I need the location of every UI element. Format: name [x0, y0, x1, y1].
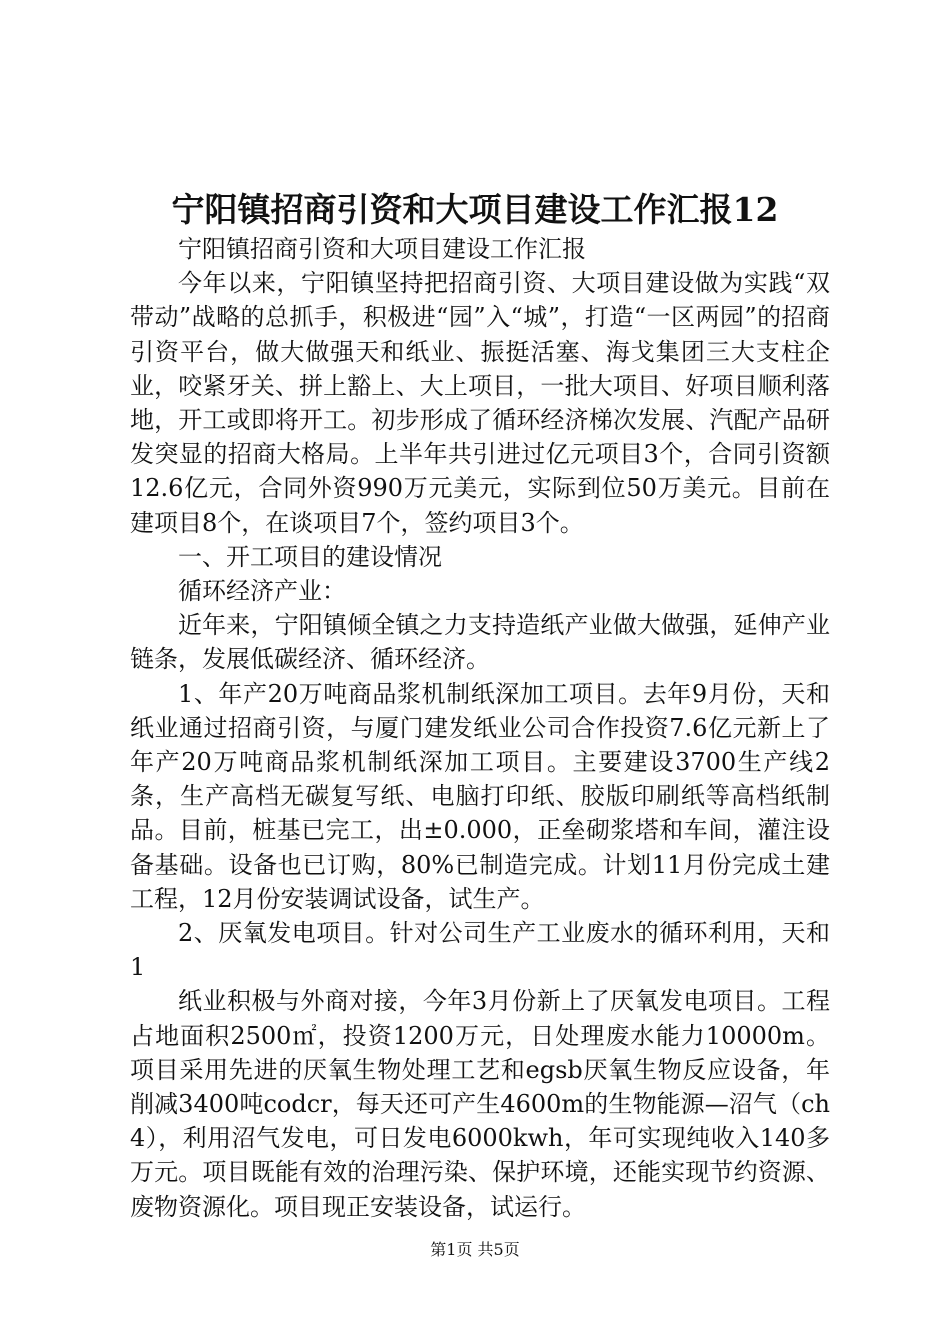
document-title: 宁阳镇招商引资和大项目建设工作汇报12	[171, 190, 779, 229]
paragraph-project-2-continued: 纸业积极与外商对接，今年3月份新上了厌氧发电项目。工程占地面积2500㎡，投资1200万元，日处理废水能力10000m。项目采用先进的厌氧生物处理工艺和egsb厌氧生物反应设备，年削减3400吨codcr，每天还可产生4600m的生物能源—沼气（ch4），利用沼气发电，可日发电6000kwh，年可实现纯收入140多万元。项目既能有效的治理污染、保护环境，还能实现节约资源、废物资源化。项目现正安装设备，试运行。	[130, 987, 830, 1221]
section-heading: 一、开工项目的建设情况	[178, 542, 442, 571]
paragraph-intro: 今年以来，宁阳镇坚持把招商引资、大项目建设做为实践“双带动”战略的总抓手，积极进“园”入“城”，打造“一区两园”的招商引资平台，做大做强天和纸业、振挺活塞、海戈集团三大支柱企业，咬紧牙关、拼上豁上、大上项目，一批大项目、好项目顺利落地，开工或即将开工。初步形成了循环经济梯次发展、汽配产品研发突显的招商大格局。上半年共引进过亿元项目3个，合同引资额12.6亿元，合同外资990万元美元，实际到位50万美元。目前在建项目8个，在谈项目7个，签约项目3个。	[130, 269, 830, 537]
page-footer: 第1页 共5页	[430, 1240, 520, 1259]
document-body	[130, 232, 830, 1224]
paragraph-circular-economy: 近年来，宁阳镇倾全镇之力支持造纸产业做大做强，延伸产业链条，发展低碳经济、循环经济。	[130, 611, 830, 674]
paragraph-project-1: 1、年产20万吨商品浆机制纸深加工项目。去年9月份，天和纸业通过招商引资，与厦门建发纸业公司合作投资7.6亿元新上了年产20万吨商品浆机制纸深加工项目。主要建设3700生产线2条，生产高档无碳复写纸、电脑打印纸、胶版印刷纸等高档纸制品。目前，桩基已完工，出±0.000，正垒砌浆塔和车间，灌注设备基础。设备也已订购，80%已制造完成。计划11月份完成土建工程，12月份安装调试设备，试生产。	[130, 679, 830, 913]
subsection-heading: 循环经济产业：	[178, 577, 346, 606]
paragraph-subtitle: 宁阳镇招商引资和大项目建设工作汇报	[178, 235, 586, 263]
paragraph-project-2: 2、厌氧发电项目。针对公司生产工业废水的循环利用，天和1	[130, 919, 830, 982]
